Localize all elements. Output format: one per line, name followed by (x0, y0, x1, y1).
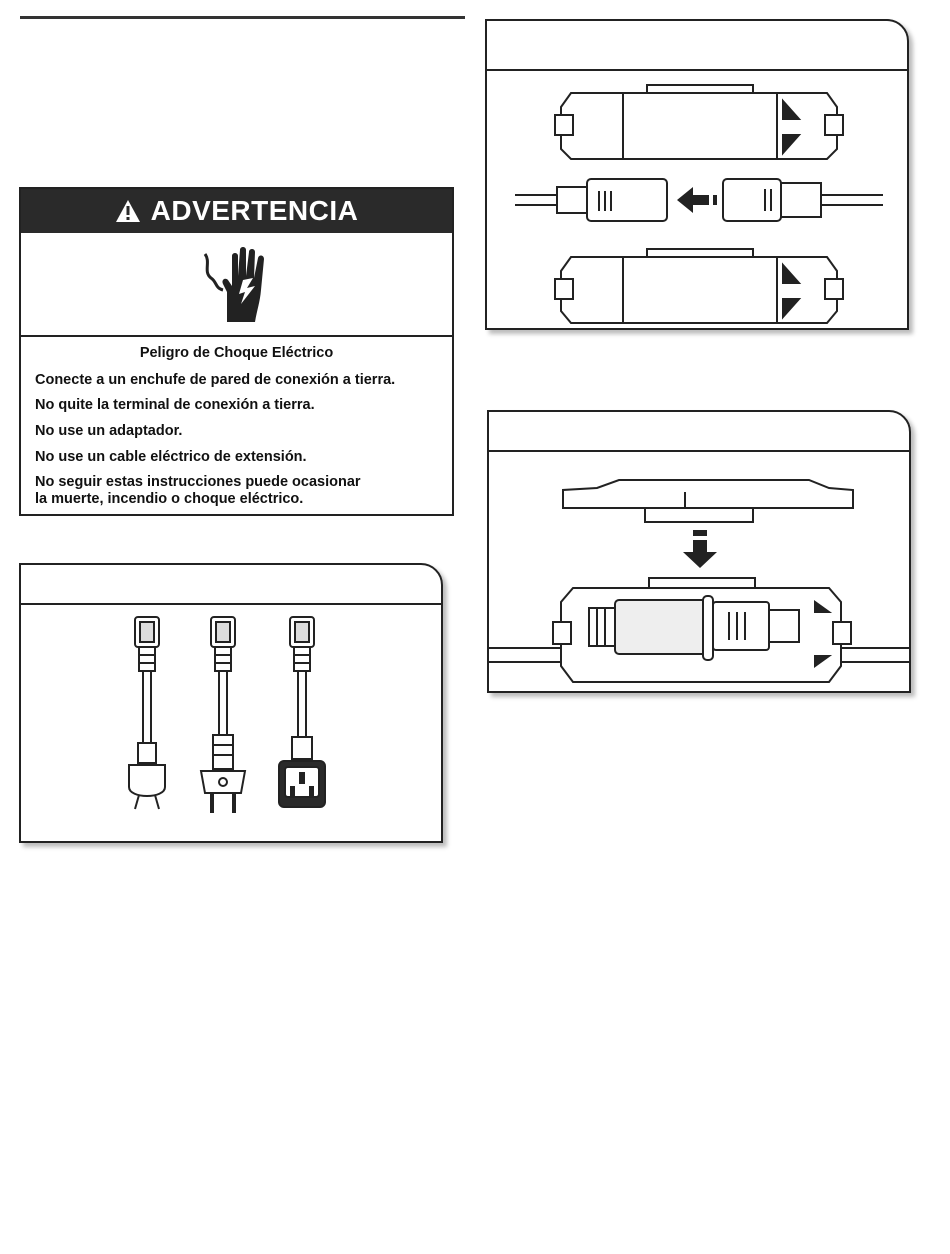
figure-tab (489, 412, 909, 452)
warning-text (21, 337, 452, 508)
warning-triangle-icon (115, 199, 141, 223)
top-rule (20, 16, 465, 19)
warning-line-4: No use un cable eléctrico de extensión. (35, 448, 307, 465)
warning-consequence-line-1: No seguir estas instrucciones puede ocasionar (35, 474, 361, 491)
electric-shock-hand-icon (197, 244, 277, 324)
warning-consequence (35, 474, 438, 507)
closing-housing-illustration (489, 452, 909, 693)
plug-uk-icon (279, 617, 325, 807)
housing-lid-icon (563, 480, 853, 522)
warning-line-2: No quite la terminal de conexión a tierra. (35, 397, 315, 414)
warning-title: ADVERTENCIA (150, 195, 359, 226)
arrow-left-icon (677, 187, 717, 213)
figure-connector-assembly (485, 19, 909, 330)
housing-half-bottom-icon (555, 249, 843, 323)
figure-tab (21, 565, 441, 605)
figure-closing-housing (487, 410, 911, 693)
warning-header (21, 189, 452, 233)
plug-european-icon (201, 617, 245, 813)
warning-line-3: No use un adaptador. (35, 423, 183, 440)
warning-consequence-line-2: la muerte, incendio o choque eléctrico. (35, 491, 304, 508)
warning-icon-area (21, 233, 452, 337)
figure-plug-types (19, 563, 443, 843)
figure-tab (487, 21, 907, 71)
arrow-down-icon (683, 530, 717, 568)
housing-half-top-icon (555, 85, 843, 159)
warning-box (19, 187, 454, 516)
warning-line-1: Conecte a un enchufe de pared de conexión a tierra. (35, 371, 396, 388)
warning-headline: Peligro de Choque Eléctrico (139, 345, 334, 361)
plug-australian-icon (129, 617, 165, 809)
housing-assembled-icon (489, 578, 909, 682)
connector-assembly-illustration (487, 71, 907, 330)
plug-types-illustration (21, 605, 441, 843)
